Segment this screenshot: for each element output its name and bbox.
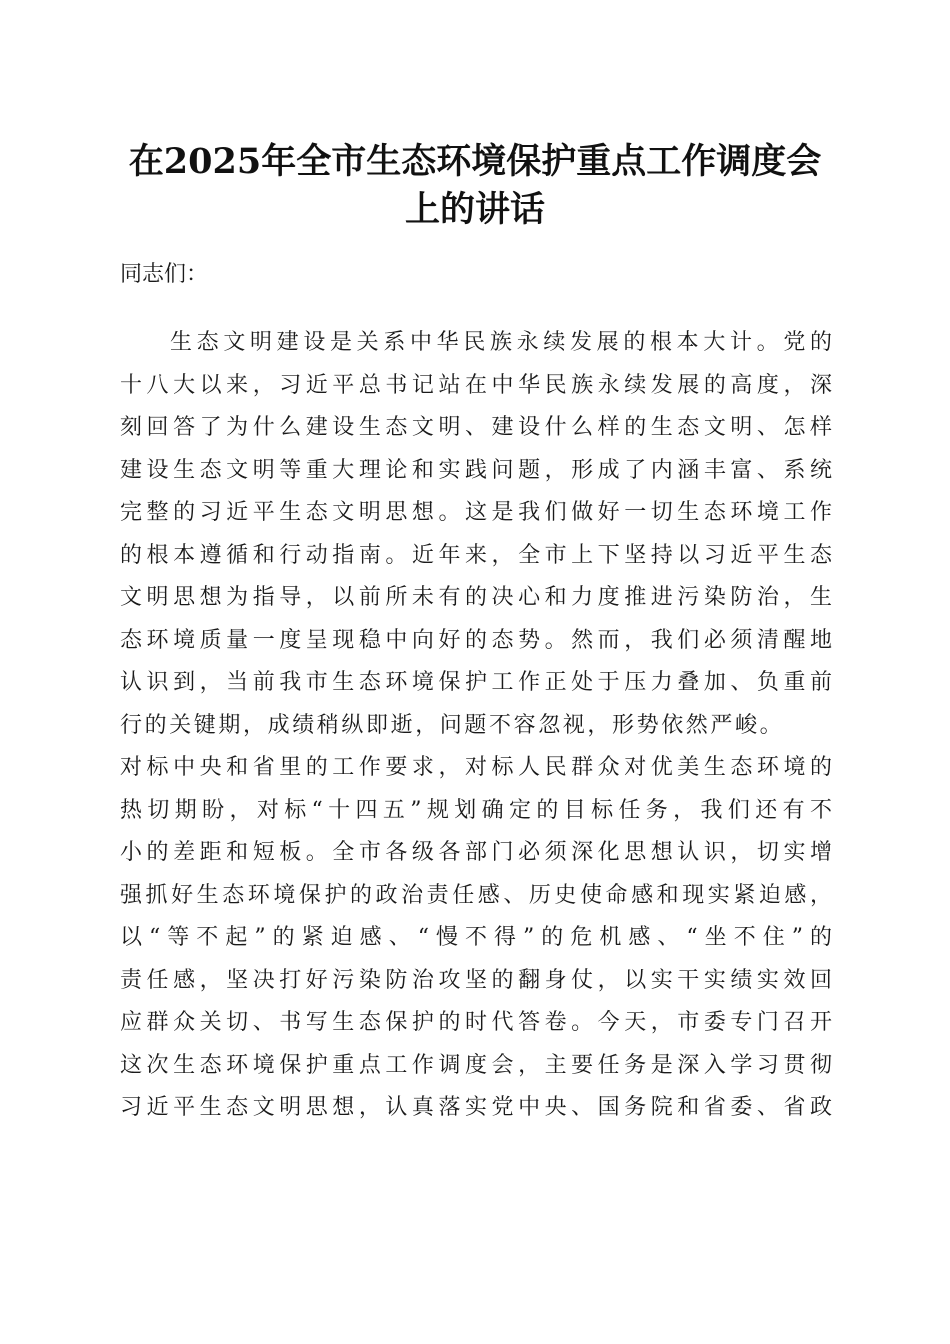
body-line: 这次生态环境保护重点工作调度会，主要任务是深入学习贯彻 (120, 1052, 832, 1078)
body-line: 以“等不起”的紧迫感、“慢不得”的危机感、“坐不住”的 (120, 925, 832, 950)
body-line: 热切期盼，对标“十四五”规划确定的目标任务，我们还有不 (120, 797, 832, 823)
body-line: 行的关键期，成绩稍纵即逝，问题不容忽视，形势依然严峻。 (120, 712, 785, 738)
document-title (100, 138, 850, 234)
body-line: 认识到，当前我市生态环境保护工作正处于压力叠加、负重前 (120, 670, 832, 695)
body-line: 建设生态文明等重大理论和实践问题，形成了内涵丰富、系统 (120, 457, 832, 483)
body-line: 习近平生态文明思想，认真落实党中央、国务院和省委、省政 (120, 1095, 832, 1120)
body-line: 刻回答了为什么建设生态文明、建设什么样的生态文明、怎样 (120, 415, 832, 440)
body-line: 对标中央和省里的工作要求，对标人民群众对优美生态环境的 (120, 755, 832, 780)
body-line: 应群众关切、书写生态保护的时代答卷。今天，市委专门召开 (120, 1010, 832, 1035)
salutation: 同志们： (120, 262, 209, 287)
body-paragraph (120, 322, 832, 1130)
body-line: 完整的习近平生态文明思想。这是我们做好一切生态环境工作 (120, 500, 832, 525)
body-line: 文明思想为指导，以前所未有的决心和力度推进污染防治，生 (120, 585, 832, 610)
body-line: 责任感，坚决打好污染防治攻坚的翻身仗，以实干实绩实效回 (120, 967, 832, 993)
body-line: 态环境质量一度呈现稳中向好的态势。然而，我们必须清醒地 (120, 627, 832, 653)
body-line: 十八大以来，习近平总书记站在中华民族永续发展的高度，深 (120, 372, 832, 398)
body-line: 生态文明建设是关系中华民族永续发展的根本大计。党的 (170, 330, 832, 355)
body-line: 强抓好生态环境保护的政治责任感、历史使命感和现实紧迫感， (120, 882, 832, 908)
body-line: 的根本遵循和行动指南。近年来，全市上下坚持以习近平生态 (120, 542, 832, 568)
body-line: 小的差距和短板。全市各级各部门必须深化思想认识，切实增 (120, 840, 832, 865)
title-line: 在2025年全市生态环境保护重点工作调度会 (128, 141, 822, 182)
title-line: 上的讲话 (404, 189, 545, 230)
